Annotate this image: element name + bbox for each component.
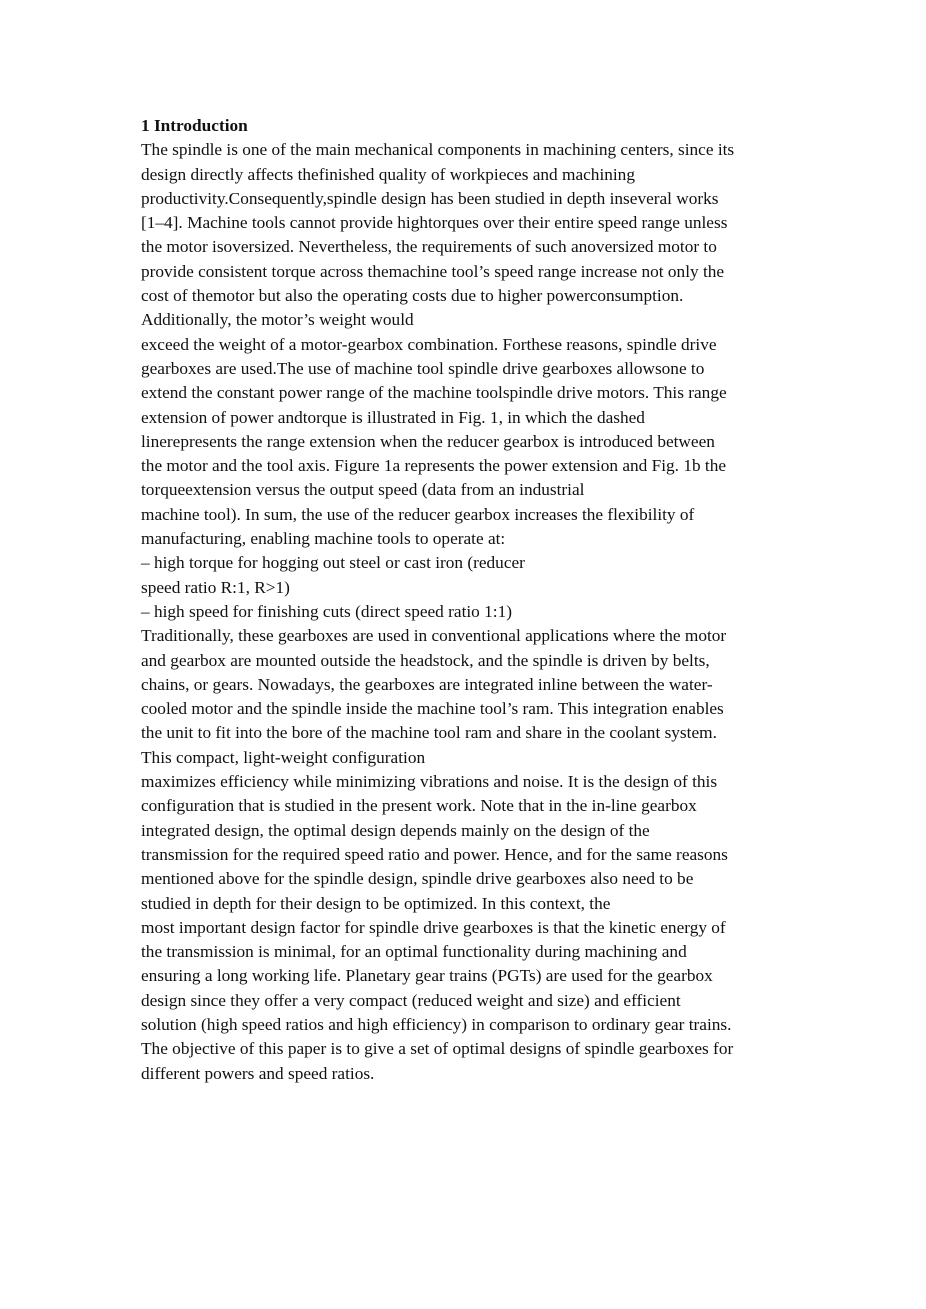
text-line: – high torque for hogging out steel or cast iron (reducer	[141, 553, 525, 573]
text-line: provide consistent torque across themachine tool’s speed range increase not only the	[141, 261, 725, 281]
text-line: The spindle is one of the main mechanical components in machining centers, since its	[141, 140, 735, 160]
section-heading: 1 Introduction	[141, 116, 248, 135]
text-line: studied in depth for their design to be optimized. In this context, the	[141, 893, 611, 913]
text-line: ensuring a long working life. Planetary gear trains (PGTs) are used for the gearbox	[141, 966, 713, 986]
text-line: linerepresents the range extension when the reducer gearbox is introduced between	[141, 431, 715, 451]
text-line: integrated design, the optimal design depends mainly on the design of the	[141, 820, 650, 840]
text-line: exceed the weight of a motor-gearbox combination. Forthese reasons, spindle drive	[141, 334, 717, 354]
text-line: manufacturing, enabling machine tools to operate at:	[141, 529, 506, 549]
text-line: cost of themotor but also the operating costs due to higher powerconsumption.	[141, 286, 684, 306]
text-line: and gearbox are mounted outside the headstock, and the spindle is driven by belts,	[141, 650, 710, 670]
text-line: the motor isoversized. Nevertheless, the requirements of such anoversized motor to	[141, 237, 717, 257]
text-line: Traditionally, these gearboxes are used in conventional applications where the motor	[141, 626, 727, 646]
text-line: cooled motor and the spindle inside the machine tool’s ram. This integration enables	[141, 699, 724, 719]
text-line: productivity.Consequently,spindle design has been studied in depth inseveral works	[141, 188, 719, 208]
text-line: – high speed for finishing cuts (direct speed ratio 1:1)	[141, 601, 512, 621]
text-line: design since they offer a very compact (reduced weight and size) and efficient	[141, 990, 681, 1010]
text-line: gearboxes are used.The use of machine tool spindle drive gearboxes allowsone to	[141, 358, 705, 378]
text-line: the unit to fit into the bore of the machine tool ram and share in the coolant system.	[141, 723, 717, 743]
text-line: Additionally, the motor’s weight would	[141, 310, 414, 330]
text-line: machine tool). In sum, the use of the reducer gearbox increases the flexibility of	[141, 504, 695, 524]
text-line: The objective of this paper is to give a set of optimal designs of spindle gearboxes for	[141, 1039, 734, 1059]
text-line: different powers and speed ratios.	[141, 1063, 375, 1083]
body-text	[141, 138, 801, 1086]
text-line: solution (high speed ratios and high efficiency) in comparison to ordinary gear trains.	[141, 1014, 732, 1034]
text-line: the motor and the tool axis. Figure 1a represents the power extension and Fig. 1b the	[141, 456, 727, 476]
text-line: configuration that is studied in the present work. Note that in the in-line gearbox	[141, 796, 697, 816]
text-line: chains, or gears. Nowadays, the gearboxes are integrated inline between the water-	[141, 674, 713, 694]
text-line: [1–4]. Machine tools cannot provide hightorques over their entire speed range unless	[141, 213, 728, 233]
text-line: torqueextension versus the output speed (data from an industrial	[141, 480, 585, 500]
text-line: This compact, light-weight configuration	[141, 747, 426, 767]
text-line: extend the constant power range of the machine toolspindle drive motors. This range	[141, 383, 727, 403]
text-line: extension of power andtorque is illustrated in Fig. 1, in which the dashed	[141, 407, 645, 427]
document-body	[141, 114, 801, 1086]
text-line: transmission for the required speed ratio and power. Hence, and for the same reasons	[141, 844, 728, 864]
text-line: mentioned above for the spindle design, spindle drive gearboxes also need to be	[141, 869, 694, 889]
text-line: maximizes efficiency while minimizing vibrations and noise. It is the design of this	[141, 772, 718, 792]
text-line: most important design factor for spindle drive gearboxes is that the kinetic energy of	[141, 917, 726, 937]
text-line: speed ratio R:1, R>1)	[141, 577, 290, 597]
text-line: the transmission is minimal, for an optimal functionality during machining and	[141, 942, 687, 962]
text-line: design directly affects thefinished quality of workpieces and machining	[141, 164, 635, 184]
